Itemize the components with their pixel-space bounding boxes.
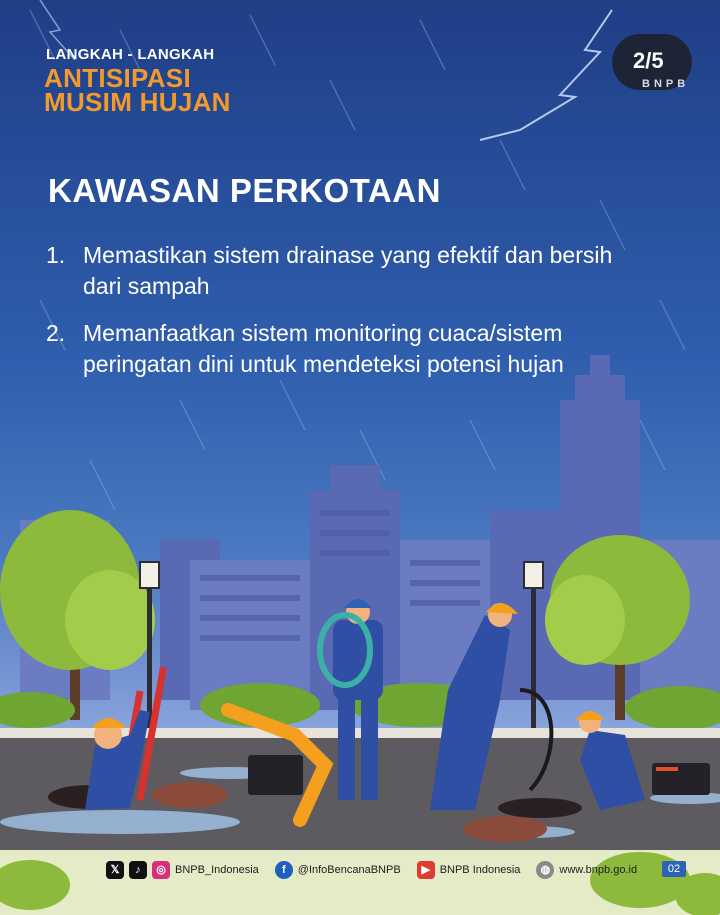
tiktok-icon[interactable]: ♪ <box>129 861 147 879</box>
facebook-icon[interactable]: f <box>275 861 293 879</box>
list-item-number: 1. <box>46 242 66 268</box>
facebook-handle[interactable]: @InfoBencanaBNPB <box>297 864 401 876</box>
website-link[interactable]: www.bnpb.go.id <box>559 864 638 876</box>
instagram-handle[interactable]: BNPB_Indonesia <box>175 864 259 876</box>
lightning <box>480 10 612 140</box>
list-item-text: Memastikan sistem drainase yang efektif dan bersih dari sampah <box>83 242 613 299</box>
toolbox-latch <box>656 767 678 771</box>
page-number: 02 <box>662 861 686 877</box>
instagram-icon[interactable]: ◎ <box>152 861 170 879</box>
bnpb-logo: BNPB <box>642 78 690 90</box>
header-title-line2: MUSIM HUJAN <box>44 87 231 117</box>
header-kicker: LANGKAH - LANGKAH <box>46 46 215 63</box>
list-item-text: Memanfaatkan sistem monitoring cuaca/sistem peringatan dini untuk mendeteksi potensi hujan <box>83 320 564 377</box>
section-title: KAWASAN PERKOTAAN <box>48 172 441 209</box>
globe-icon[interactable]: ◍ <box>536 861 554 879</box>
toolbox-black <box>248 755 303 795</box>
social-links <box>106 858 637 882</box>
youtube-icon[interactable]: ▶ <box>417 861 435 879</box>
page-indicator: 2/5 <box>633 48 664 73</box>
x-icon[interactable]: 𝕏 <box>106 861 124 879</box>
youtube-handle[interactable]: BNPB Indonesia <box>439 864 521 876</box>
header-title-line1: ANTISIPASI <box>44 63 191 93</box>
list-item-number: 2. <box>46 320 66 346</box>
